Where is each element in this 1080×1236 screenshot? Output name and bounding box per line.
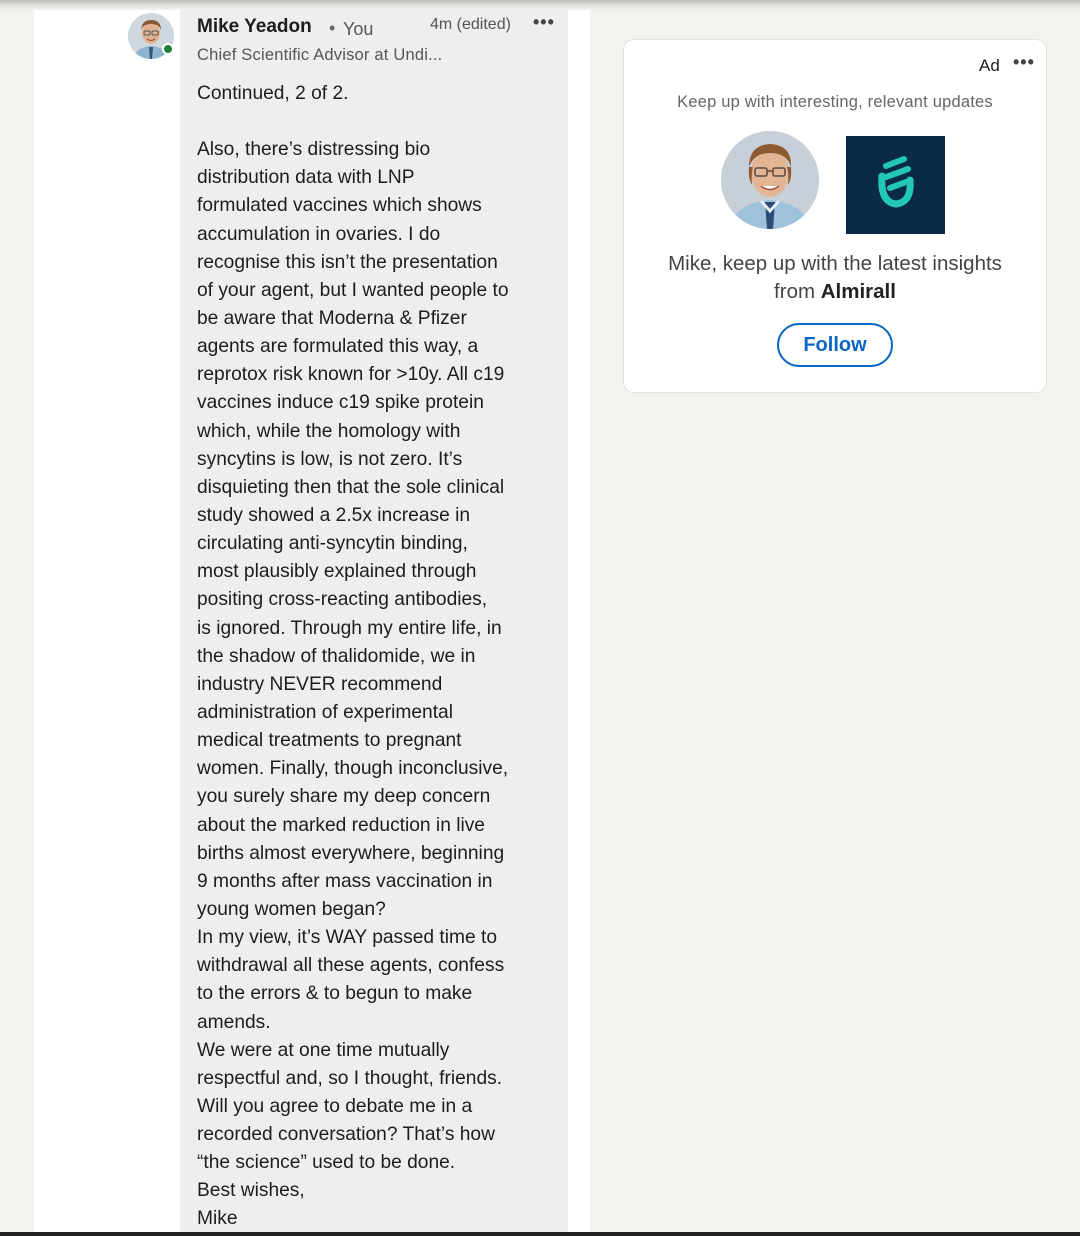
comment-author-headline: Chief Scientific Advisor at Undi... — [197, 46, 443, 64]
comment-line: which, while the homology with — [197, 420, 461, 442]
comment-line: agents are formulated this way, a — [197, 336, 479, 358]
comment-author-name[interactable]: Mike Yeadon — [197, 16, 312, 37]
comment-line: We were at one time mutually — [197, 1039, 450, 1061]
comment-line: the shadow of thalidomide, we in — [197, 645, 476, 667]
ad-message-text: Mike, keep up with the latest insights — [668, 252, 1002, 275]
comment-line: recognise this isn’t the presentation — [197, 251, 498, 273]
comment-lines — [197, 136, 557, 1233]
ad-member-avatar — [721, 131, 819, 229]
comment-line: recorded conversation? That’s how — [197, 1124, 495, 1146]
comment-line: of your agent, but I wanted people to — [197, 279, 509, 301]
comment-line: “the science” used to be done. — [197, 1152, 456, 1174]
comment-line: administration of experimental — [197, 701, 453, 723]
follow-button[interactable]: Follow — [777, 323, 893, 367]
more-horizontal-icon[interactable]: ••• — [533, 12, 555, 32]
comment-line: you surely share my deep concern — [197, 786, 491, 808]
author-separator: • — [329, 18, 336, 38]
comment-line: In my view, it’s WAY passed time to — [197, 927, 497, 949]
comment-line: accumulation in ovaries. I do — [197, 223, 441, 245]
comment-line: Will you agree to debate me in a — [197, 1095, 473, 1117]
comment-line: to the errors & to begun to make — [197, 983, 473, 1005]
almirall-logo-icon[interactable] — [846, 136, 945, 234]
comment-line: Best wishes, — [197, 1180, 305, 1202]
ad-message-from: from — [774, 280, 816, 303]
ad-label: Ad — [979, 56, 1000, 75]
author-you-badge: You — [343, 19, 374, 39]
comment-line: reprotox risk known for >10y. All c19 — [197, 364, 505, 386]
comment-line: respectful and, so I thought, friends. — [197, 1067, 503, 1089]
comment-line: distribution data with LNP — [197, 167, 415, 189]
comment-line: syncytins is low, is not zero. It’s — [197, 448, 463, 470]
comment-timestamp: 4m (edited) — [430, 16, 511, 33]
top-shadow — [0, 0, 1080, 10]
comment-body — [197, 80, 557, 1234]
online-status-indicator — [162, 43, 174, 55]
ad-company-name[interactable]: Almirall — [820, 280, 896, 303]
comment-intro: Continued, 2 of 2. — [197, 83, 349, 104]
comment-line: Also, there’s distressing bio — [197, 139, 431, 161]
bottom-border — [0, 1232, 1080, 1236]
comment-line: vaccines induce c19 spike protein — [197, 392, 484, 414]
comment-line: women. Finally, though inconclusive, — [197, 758, 509, 780]
comment-line: Mike — [197, 1208, 238, 1230]
comment-line: positing cross-reacting antibodies, — [197, 589, 488, 611]
comment-line: medical treatments to pregnant — [197, 730, 462, 752]
comment-line: young women began? — [197, 898, 386, 920]
comment-line: study showed a 2.5x increase in — [197, 504, 471, 526]
paragraph-gap — [197, 108, 557, 136]
ad-tagline: Keep up with interesting, relevant updates — [677, 93, 993, 111]
comment-line: disquieting then that the sole clinical — [197, 476, 505, 498]
comment-line: industry NEVER recommend — [197, 673, 443, 695]
comment-line: most plausibly explained through — [197, 561, 477, 583]
comment-line: amends. — [197, 1011, 271, 1033]
comment-line: is ignored. Through my entire life, in — [197, 617, 502, 639]
comment-line: formulated vaccines which shows — [197, 195, 482, 217]
comment-line: 9 months after mass vaccination in — [197, 870, 493, 892]
more-horizontal-icon[interactable]: ••• — [1013, 52, 1035, 72]
comment-line: be aware that Moderna & Pfizer — [197, 307, 467, 329]
comment-line: about the marked reduction in live — [197, 814, 485, 836]
comment-line: births almost everywhere, beginning — [197, 842, 505, 864]
ad-message — [624, 250, 1046, 306]
comment-line: circulating anti-syncytin binding, — [197, 533, 468, 555]
comment-line: withdrawal all these agents, confess — [197, 955, 505, 977]
